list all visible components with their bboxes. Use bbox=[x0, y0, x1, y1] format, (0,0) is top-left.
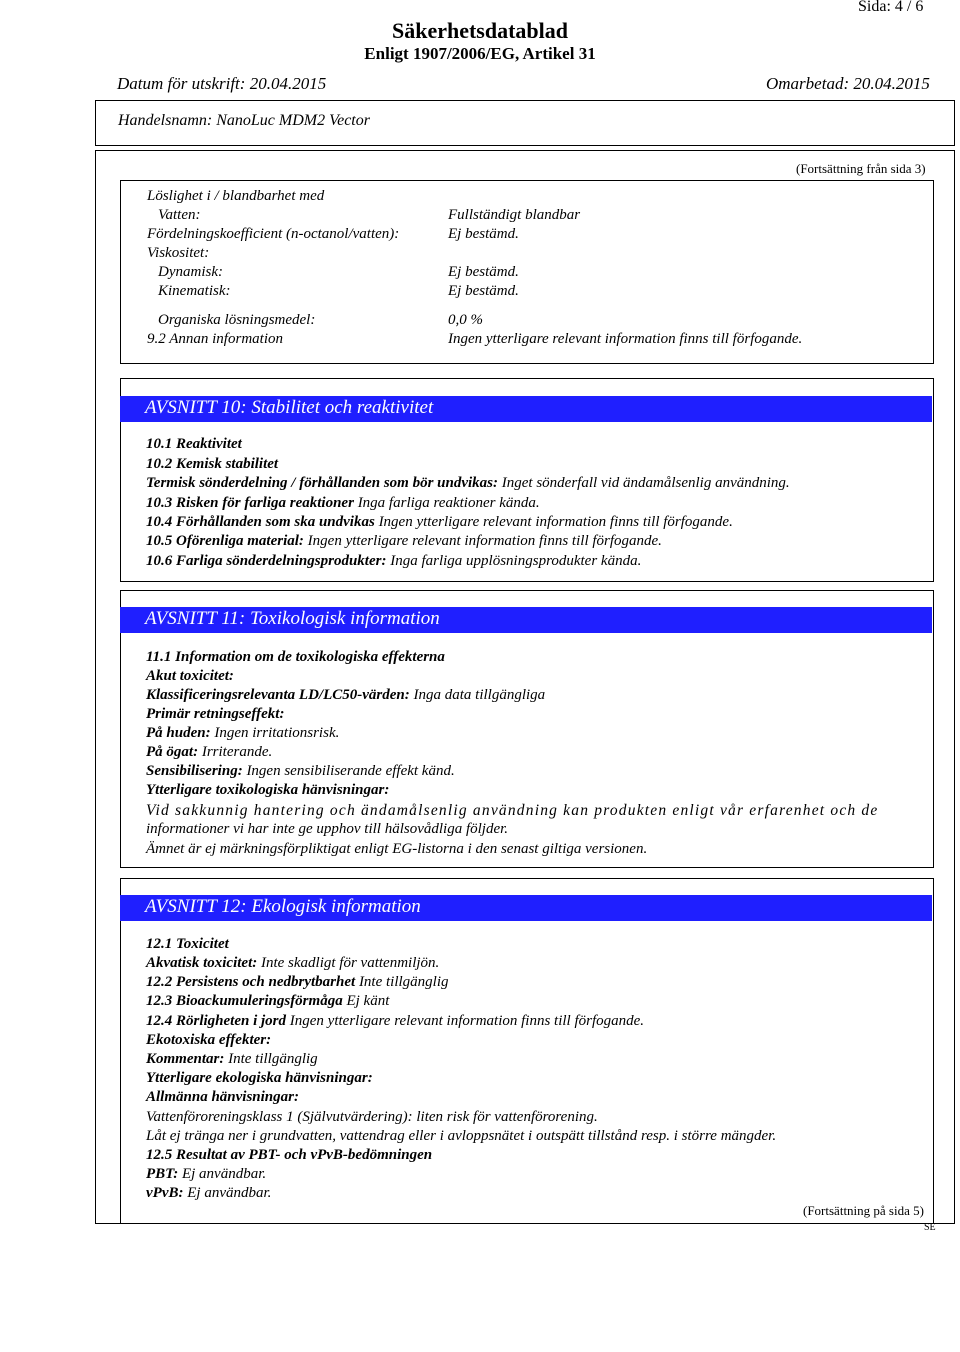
comment: Kommentar: Inte tillgänglig bbox=[146, 1051, 318, 1067]
aquatic-toxicity: Akvatisk toxicitet: Inte skadligt för vattenmiljön. bbox=[146, 955, 440, 971]
additional-eco-label: Ytterligare ekologiska hänvisningar: bbox=[146, 1070, 373, 1086]
thermal-decomposition: Termisk sönderdelning / förhållanden som bör undvikas: Inget sönderfall vid ändamålsenlig användning. bbox=[146, 475, 790, 491]
bioaccumulation: 12.3 Bioackumuleringsförmåga Ej känt bbox=[146, 993, 390, 1009]
reactivity-heading: 10.1 Reaktivitet bbox=[146, 436, 242, 452]
stability-heading: 10.2 Kemisk stabilitet bbox=[146, 456, 279, 472]
solvents-label: Organiska lösningsmedel: bbox=[158, 312, 316, 328]
section10-heading-bar bbox=[120, 396, 932, 422]
toxicity-heading: 12.1 Toxicitet bbox=[146, 936, 229, 952]
additional-tox-label: Ytterligare toxikologiska hänvisningar: bbox=[146, 782, 390, 798]
page-number: Sida: 4 / 6 bbox=[858, 0, 924, 15]
partition-value: Ej bestämd. bbox=[448, 226, 519, 242]
labeling-note: Ämnet är ej märkningsförpliktigat enligt EG-listorna i den senast giltiga versionen. bbox=[146, 841, 648, 857]
skin-irritation: På huden: Ingen irritationsrisk. bbox=[146, 725, 340, 741]
partition-label: Fördelningskoefficient (n-octanol/vatten): bbox=[147, 226, 400, 242]
trade-name-box bbox=[95, 100, 955, 146]
hazardous-decomposition: 10.6 Farliga sönderdelningsprodukter: Inga farliga upplösningsprodukter kända. bbox=[146, 553, 642, 569]
pbt-value: PBT: Ej användbar. bbox=[146, 1166, 267, 1182]
section11-heading: AVSNITT 11: Toxikologisk information bbox=[145, 608, 440, 629]
water-value: Fullständigt blandbar bbox=[448, 207, 581, 223]
trade-name: Handelsnamn: NanoLuc MDM2 Vector bbox=[118, 112, 370, 129]
language-code: SE bbox=[924, 1222, 936, 1233]
other-info-label: 9.2 Annan information bbox=[147, 331, 283, 347]
additional-tox-text-2: informationer vi har inte ge upphov till hälsovådliga följder. bbox=[146, 821, 509, 837]
eye-irritation: På ögat: Irriterande. bbox=[146, 744, 273, 760]
soil-mobility: 12.4 Rörligheten i jord Ingen ytterligare relevant information finns till förfogande. bbox=[146, 1013, 645, 1029]
dynamic-value: Ej bestämd. bbox=[448, 264, 519, 280]
vpvb-value: vPvB: Ej användbar. bbox=[146, 1185, 272, 1201]
incompatible-materials: 10.5 Oförenliga material: Ingen ytterligare relevant information finns till förfogande. bbox=[146, 533, 662, 549]
section11-heading-bar bbox=[120, 607, 932, 633]
groundwater-note: Låt ej tränga ner i grundvatten, vattendrag eller i avloppsnätet i outspätt tillstånd resp. i större mängder. bbox=[146, 1128, 777, 1144]
section12-heading: AVSNITT 12: Ekologisk information bbox=[145, 896, 421, 917]
section9-box bbox=[120, 180, 934, 364]
dynamic-label: Dynamisk: bbox=[158, 264, 223, 280]
primary-irritation-label: Primär retningseffekt: bbox=[146, 706, 285, 722]
document-subtitle: Enligt 1907/2006/EG, Artikel 31 bbox=[364, 44, 596, 63]
solubility-label: Löslighet i / blandbarhet med bbox=[147, 188, 325, 204]
toxicology-info-heading: 11.1 Information om de toxikologiska effekterna bbox=[146, 649, 445, 665]
general-notes-label: Allmänna hänvisningar: bbox=[146, 1089, 299, 1105]
pbt-assessment-heading: 12.5 Resultat av PBT- och vPvB-bedömningen bbox=[146, 1147, 433, 1163]
acute-toxicity-label: Akut toxicitet: bbox=[146, 668, 234, 684]
viscosity-label: Viskositet: bbox=[147, 245, 210, 261]
additional-tox-text-1: Vid sakkunnig hantering och ändamålsenlig användning kan produkten enligt vår erfarenhet och de bbox=[146, 802, 879, 819]
ecotoxic-effects-label: Ekotoxiska effekter: bbox=[146, 1032, 272, 1048]
section12-heading-bar bbox=[120, 895, 932, 921]
revised-date: Omarbetad: 20.04.2015 bbox=[766, 74, 930, 93]
conditions-to-avoid: 10.4 Förhållanden som ska undvikas Ingen ytterligare relevant information finns till förfogande. bbox=[146, 514, 733, 530]
continued-to: (Fortsättning på sida 5) bbox=[803, 1203, 924, 1218]
section10-heading: AVSNITT 10: Stabilitet och reaktivitet bbox=[145, 397, 434, 418]
kinematic-label: Kinematisk: bbox=[158, 283, 231, 299]
kinematic-value: Ej bestämd. bbox=[448, 283, 519, 299]
sensitization: Sensibilisering: Ingen sensibiliserande effekt känd. bbox=[146, 763, 455, 779]
ld-lc50-values: Klassificeringsrelevanta LD/LC50-värden: Inga data tillgängliga bbox=[146, 687, 546, 703]
solvents-value: 0,0 % bbox=[448, 312, 483, 328]
other-info-value: Ingen ytterligare relevant information finns till förfogande. bbox=[448, 331, 803, 347]
document-title: Säkerhetsdatablad bbox=[391, 18, 569, 43]
water-label: Vatten: bbox=[158, 207, 201, 223]
water-hazard-class: Vattenföroreningsklass 1 (Självutvärdering): liten risk för vattenförorening. bbox=[146, 1109, 598, 1125]
print-date: Datum för utskrift: 20.04.2015 bbox=[117, 74, 327, 93]
continued-from: (Fortsättning från sida 3) bbox=[796, 161, 926, 176]
hazardous-reactions: 10.3 Risken för farliga reaktioner Inga farliga reaktioner kända. bbox=[146, 495, 540, 511]
persistence: 12.2 Persistens och nedbrytbarhet Inte tillgänglig bbox=[146, 974, 449, 990]
